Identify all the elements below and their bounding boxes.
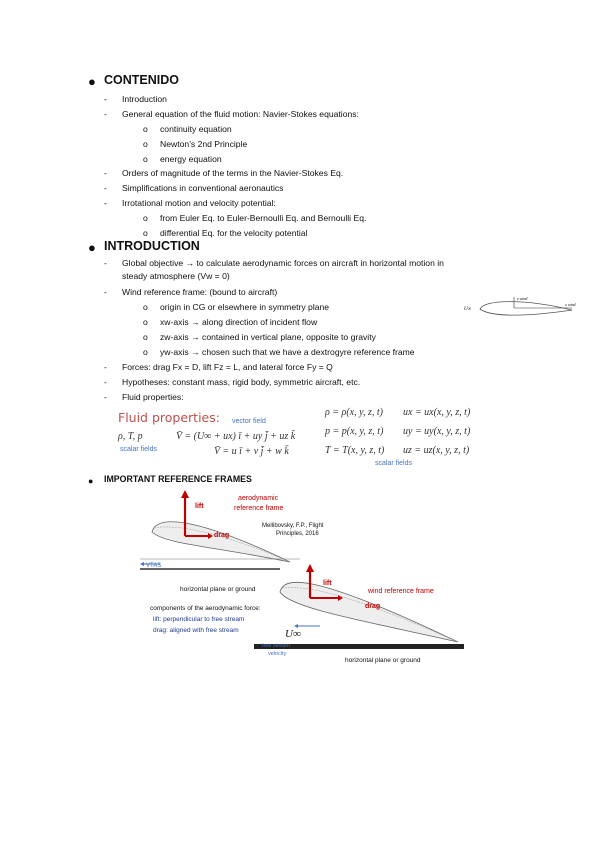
bullet-icon: ● — [88, 74, 96, 89]
vector-field-label: vector field — [232, 418, 266, 425]
reference-frames-diagram — [140, 488, 470, 668]
wind-item: origin in CG or elsewhere in symmetry plane — [160, 302, 330, 312]
scalar-fields-label-left: scalar fields — [120, 446, 157, 453]
scalar-fields-label-right: scalar fields — [375, 460, 412, 467]
fluid-figure-title: Fluid properties: — [118, 410, 220, 425]
sub-bullet-icon: o — [143, 213, 148, 223]
ground-label-bottom: horizontal plane or ground — [345, 657, 421, 664]
svg-text:U∞: U∞ — [464, 307, 472, 312]
dash-bullet-icon: - — [104, 198, 107, 208]
fluid-properties-line: Fluid properties: — [122, 392, 184, 402]
citation-line-2: Principles, 2016 — [276, 531, 319, 537]
forces-line: Forces: drag Fx = D, lift Fz = L, and lateral force Fy = Q — [122, 362, 333, 372]
svg-text:z wind: z wind — [517, 296, 528, 301]
velocity-eq-2: V̄ = u ī + v j̄ + w k̄ — [214, 446, 289, 457]
citation-line-1: Mellibovsky, F.P., Flight — [262, 523, 324, 529]
sub-bullet-icon: o — [143, 228, 148, 238]
contenido-item: Introduction — [122, 94, 167, 104]
lift-description: lift: perpendicular to free stream — [153, 616, 245, 623]
aero-frame-label-2: reference frame — [234, 505, 284, 512]
global-objective-line1: Global objective → to calculate aerodynamic forces on aircraft in horizontal motion in — [122, 258, 444, 268]
uy-eq: uy = uy(x, y, z, t) — [403, 426, 471, 437]
bullet-icon: ● — [88, 476, 94, 486]
wind-frame-label: wind reference frame — [368, 588, 434, 595]
wind-item: yw-axis → chosen such that we have a dextrogyre reference frame — [160, 347, 415, 357]
wind-item: xw-axis → along direction of incident flow — [160, 317, 318, 327]
section-title-introduction: INTRODUCTION — [104, 239, 200, 253]
contenido-item: Newton’s 2nd Principle — [160, 139, 248, 149]
drag-label-top: drag — [214, 532, 230, 539]
airfoil-wind-axes-diagram — [462, 294, 580, 328]
drag-label-bottom: drag — [365, 603, 381, 610]
fluid-vars: ρ, T, p — [118, 431, 143, 442]
contenido-item: continuity equation — [160, 124, 232, 134]
lift-label-bottom: lift — [323, 580, 332, 587]
hypotheses-line: Hypotheses: constant mass, rigid body, symmetric aircraft, etc. — [122, 377, 361, 387]
p-eq: p = p(x, y, z, t) — [325, 426, 384, 437]
contenido-item: energy equation — [160, 154, 222, 164]
contenido-item: Simplifications in conventional aeronautics — [122, 183, 284, 193]
T-eq: T = T(x, y, z, t) — [325, 445, 385, 456]
u-inf-label: U∞ — [285, 628, 301, 640]
rho-eq: ρ = ρ(x, y, z, t) — [325, 407, 384, 418]
ground-label-top: horizontal plane or ground — [180, 586, 256, 593]
free-stream-label-2: velocity — [268, 651, 287, 657]
contenido-item: General equation of the fluid motion: Navier-Stokes equations: — [122, 109, 359, 119]
contenido-item: differential Eq. for the velocity potential — [160, 228, 308, 238]
lift-label-top: lift — [195, 503, 204, 510]
free-stream-label-1: free stream — [262, 643, 290, 649]
sub-bullet-icon: o — [143, 154, 148, 164]
dash-bullet-icon: - — [104, 183, 107, 193]
dash-bullet-icon: - — [104, 94, 107, 104]
dash-bullet-icon: - — [104, 168, 107, 178]
aero-frame-label-1: aerodynamic — [238, 495, 279, 502]
wind-item: zw-axis → contained in vertical plane, opposite to gravity — [160, 332, 376, 342]
dash-bullet-icon: - — [104, 109, 107, 119]
sub-bullet-icon: o — [143, 139, 148, 149]
svg-text:x wind: x wind — [565, 302, 576, 307]
section-title-reference-frames: IMPORTANT REFERENCE FRAMES — [104, 474, 252, 484]
sub-bullet-icon: o — [143, 124, 148, 134]
section-title-contenido: CONTENIDO — [104, 73, 179, 87]
ux-eq: ux = ux(x, y, z, t) — [403, 407, 471, 418]
bullet-icon: ● — [88, 240, 96, 255]
velocity-eq-1: V̄ = (U∞ + ux) ī + uy j̄ + uz k̄ — [176, 431, 296, 442]
contenido-item: Orders of magnitude of the terms in the Navier-Stokes Eq. — [122, 168, 344, 178]
drag-description: drag: aligned with free stream — [153, 627, 239, 634]
global-objective-line2: steady atmosphere (Vw = 0) — [122, 271, 230, 281]
uz-eq: uz = uz(x, y, z, t) — [403, 445, 470, 456]
vtas-label: VTAS — [146, 563, 162, 569]
components-title: components of the aerodynamic force: — [150, 605, 261, 612]
wind-frame-heading: Wind reference frame: (bound to aircraft) — [122, 287, 278, 297]
contenido-item: from Euler Eq. to Euler-Bernoulli Eq. and Bernoulli Eq. — [160, 213, 367, 223]
contenido-item: Irrotational motion and velocity potential: — [122, 198, 276, 208]
document-page: ● CONTENIDO - Introduction - General equation of the fluid motion: Navier-Stokes equations: o continuity equation o Newton’s 2nd Principle o energy equation - Orders of magnitude of the terms in the Navier-Stokes Eq. - Simplifications in conventional aeronautics - Irrotational motion and velocity potential: o from Euler Eq. to Euler-Bernoulli Eq. and Bernoulli Eq. o differential Eq. for the velocity potential ● INTRODUCTION - Global objective → to calculate aerodynamic forces on aircraft in horizontal motion in steady atmosphere (Vw = 0) - Wind reference frame: (bound to aircraft) o origin in CG or elsewhere in symmetry plane o xw-axis → along direction of incident flow o zw-axis → contained in vertical plane, opposite to gravity o yw-axis → chosen such that we have a dextrogyre reference frame U∞ z wind x wind - Forces: drag Fx = D, lift Fz = L, and lateral force Fy = Q - Hypotheses: constant mass, rigid body, symmetric aircraft, etc. - Fluid properties: Fluid properties: vector field ρ, T, p V̄ = (U∞ + ux) ī + uy j̄ + uz k̄ scalar fields V̄ = u ī + v j̄ + w k̄ ρ = ρ(x, y, z, t) p = p(x, y, z, t) T = T(x, y, z, t) ux = ux(x, y, z, t) uy = uy(x, y, z, t) uz = uz(x, y, z, t) scalar fields ● IMPORTANT REFERENCE FRAMES lift drag aerodynamic reference frame Mellibovsky, F.P., Flight Principles, 2016 VTAS horizontal plane or ground components of the aerodynamic force: lift: perpendicular to free stream drag: aligned with free stream lift drag wind reference frame U∞ free stream velocity horizontal plane or ground — [0, 0, 599, 848]
